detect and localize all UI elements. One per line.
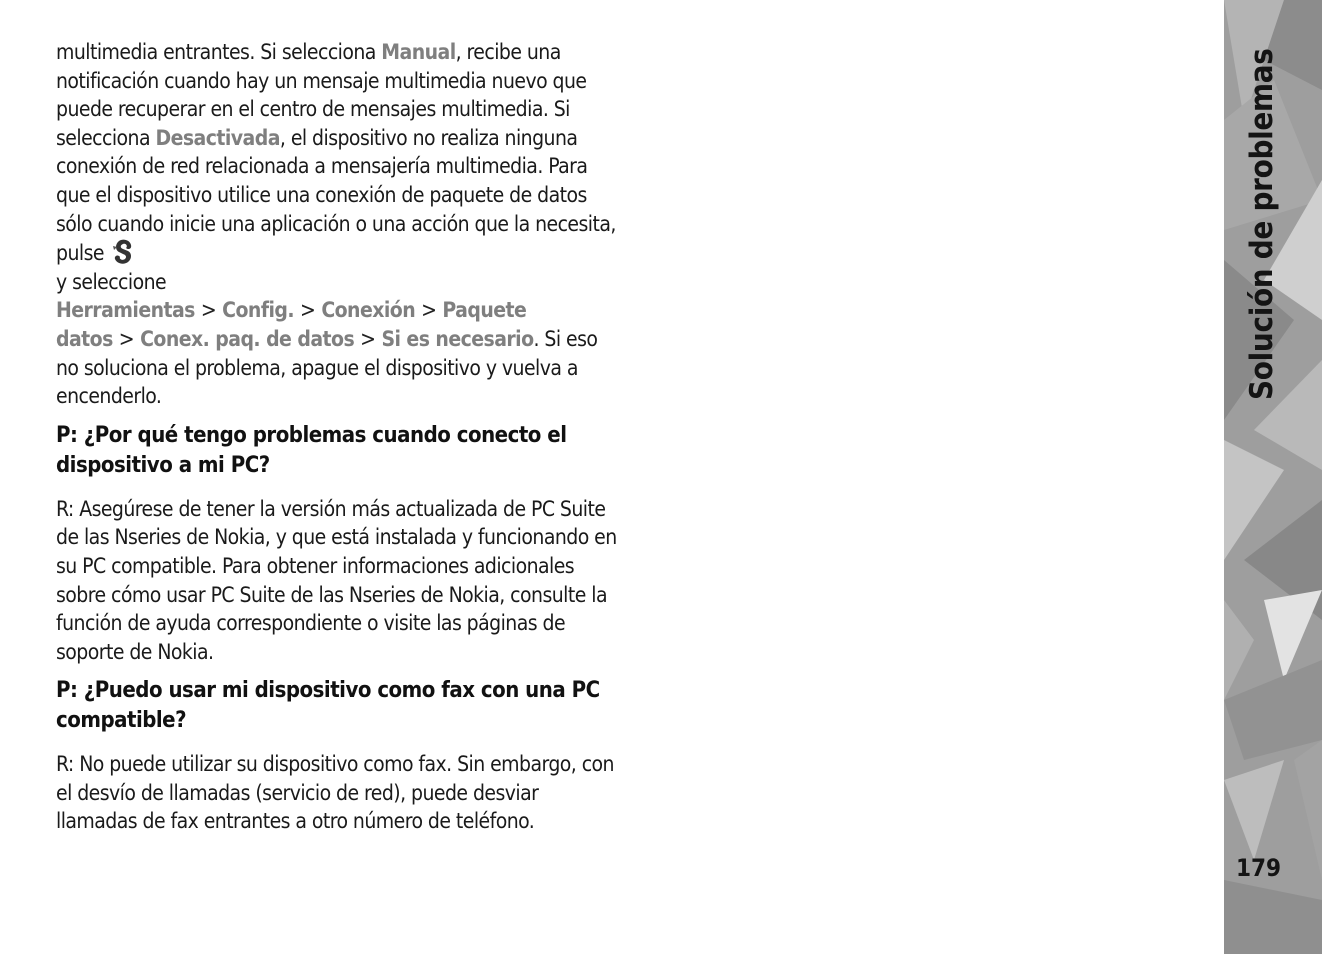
path-separator: > — [118, 326, 135, 351]
option-desactivada: Desactivada — [155, 125, 280, 150]
section-title: Solución de problemas — [1244, 48, 1280, 400]
menu-path-herramientas: Herramientas — [56, 298, 195, 323]
menu-path-conexion: Conexión — [321, 298, 416, 323]
text-fragment: multimedia entrantes. Si selecciona — [56, 40, 382, 64]
question-pc-connection: P: ¿Por qué tengo problemas cuando conecto el dispositivo a mi PC? — [56, 422, 567, 478]
path-separator: > — [300, 298, 316, 323]
paragraph-mms-settings — [56, 38, 622, 411]
page-content — [56, 38, 622, 836]
path-separator: > — [200, 298, 217, 323]
text-fragment: , el dispositivo no realiza ninguna conexión de red relacionada a mensajería multimedia. Para que el dispositivo utilice una conexión de paquete de datos sólo cuando inicie una aplicación o una acción que la necesita, pulse — [56, 125, 616, 266]
menu-path-conex-paq-datos: Conex. paq. de datos — [140, 326, 355, 351]
menu-path-si-es-necesario: Si es necesario — [381, 326, 534, 351]
answer-fax: R: No puede utilizar su dispositivo como fax. Sin embargo, con el desvío de llamadas (servicio de red), puede desviar llamadas de fax entrantes a otro número de teléfono. — [56, 752, 614, 834]
option-manual: Manual — [381, 40, 456, 64]
text-fragment: , recibe una notificación cuando hay un mensaje multimedia nuevo que puede recuperar en el centro de mensajes multimedia. Si selecciona — [56, 40, 587, 150]
text-fragment: y seleccione — [56, 269, 167, 294]
answer-pc-connection: R: Asegúrese de tener la versión más actualizada de PC Suite de las Nseries de Nokia, y que está instalada y funcionando en su PC compatible. Para obtener informaciones adicionales sobre cómo usar PC Suite de las Nseries de Nokia, consulte la función de ayuda correspondiente o visite las páginas de soporte de Nokia. — [56, 496, 617, 664]
menu-path-paquete-datos: Paquete datos — [56, 298, 527, 351]
path-separator: > — [421, 298, 437, 323]
text-fragment: . Si eso no soluciona el problema, apague el dispositivo y vuelva a encenderlo. — [56, 326, 598, 409]
path-separator: > — [360, 326, 376, 351]
menu-path-config: Config. — [222, 298, 295, 323]
menu-key-icon — [110, 238, 136, 266]
question-fax: P: ¿Puedo usar mi dispositivo como fax con una PC compatible? — [56, 678, 600, 734]
page-number: 179 — [1236, 854, 1282, 882]
